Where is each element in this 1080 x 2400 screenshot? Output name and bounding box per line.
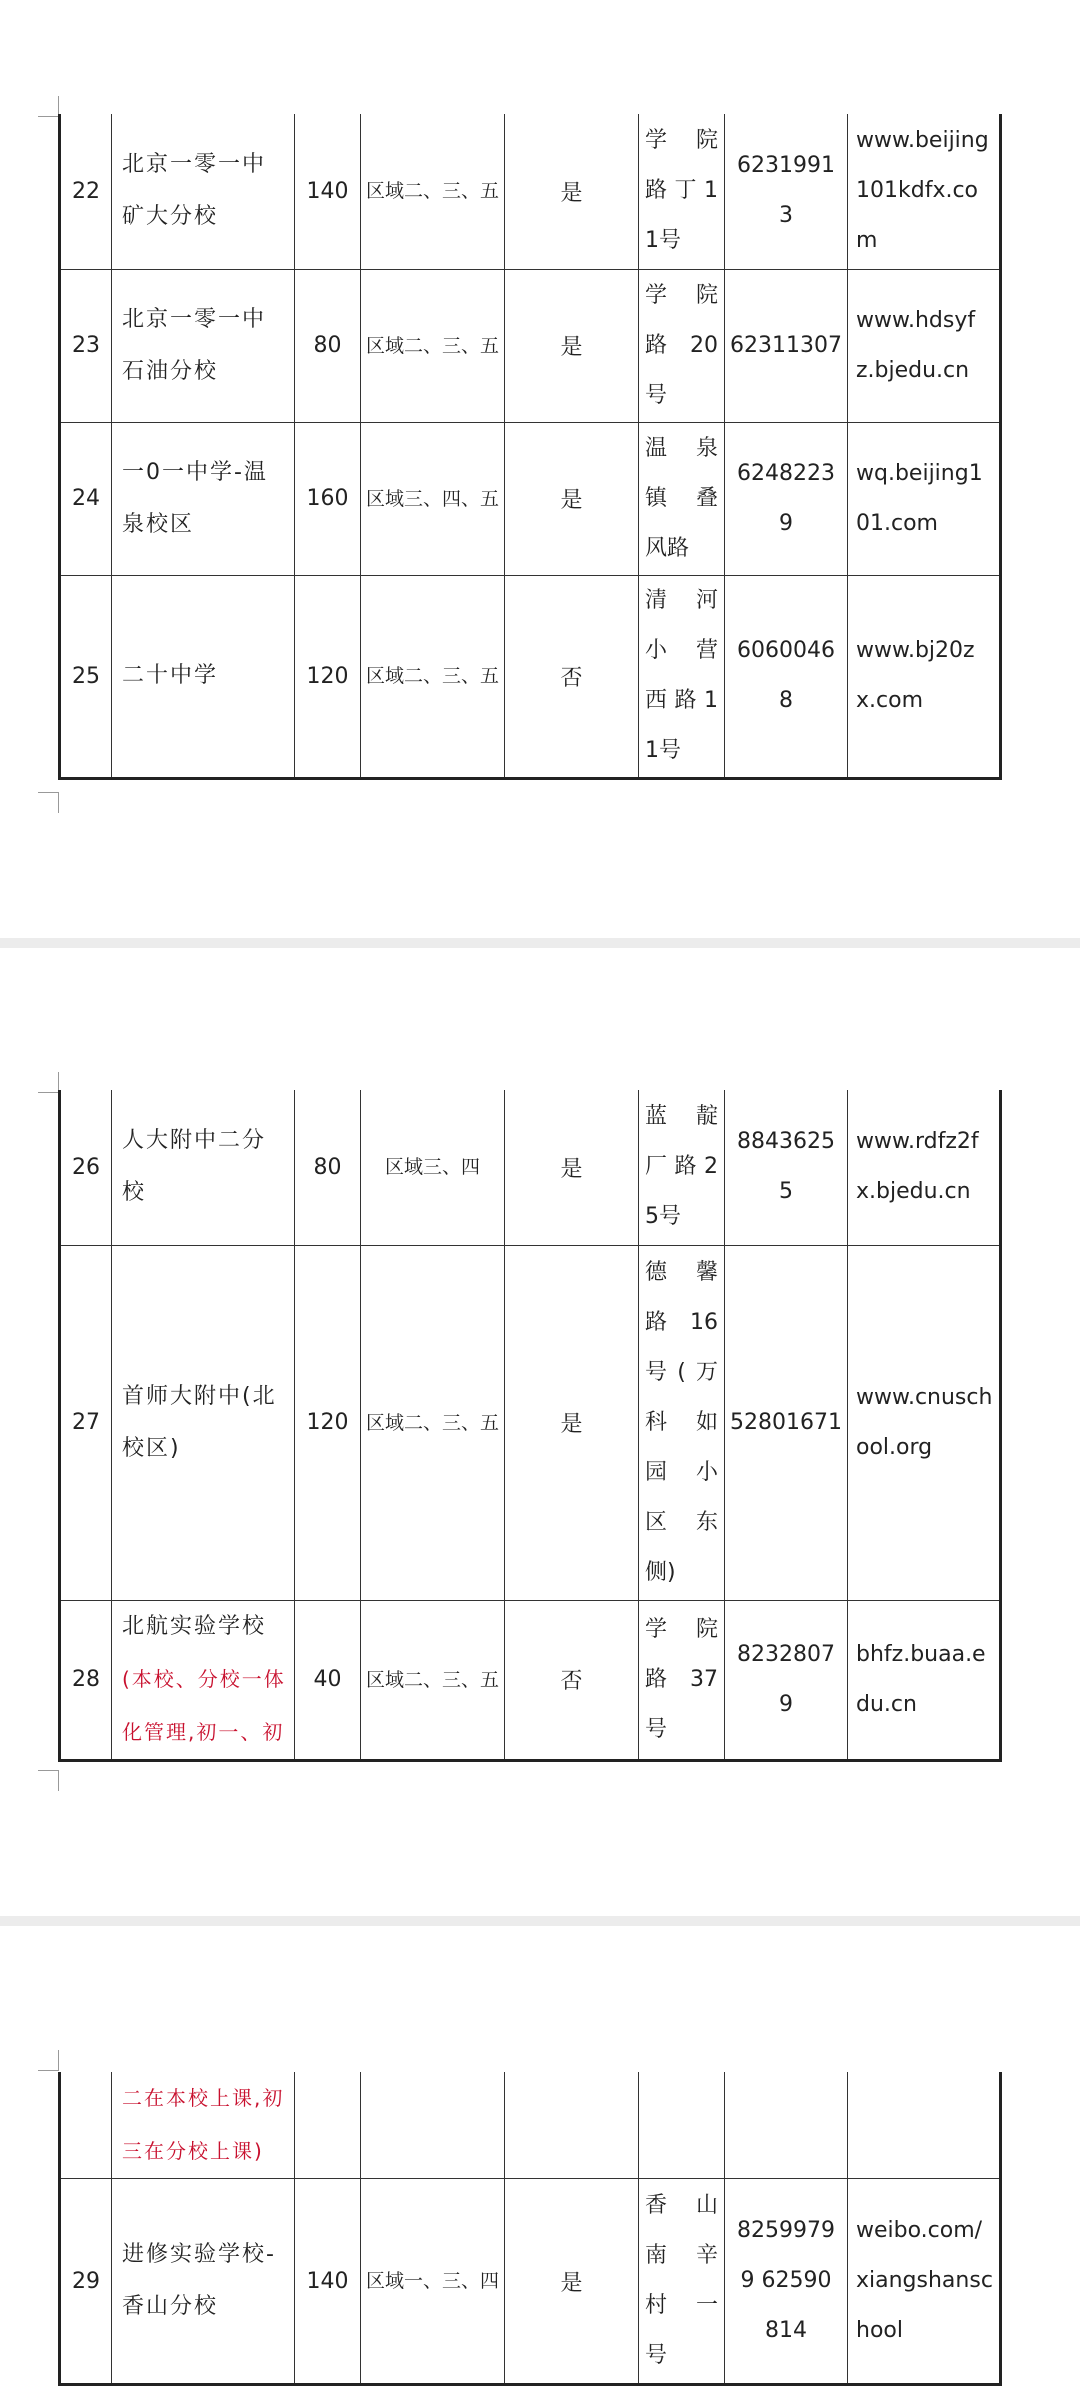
enrollment-area: 区域二、三、五 xyxy=(361,575,505,778)
table-row xyxy=(60,1245,1001,1600)
row-number: 24 xyxy=(60,422,112,575)
phone-number: 88436255 xyxy=(725,1090,848,1245)
table-row xyxy=(60,114,1001,269)
phone-number: 62311307 xyxy=(725,269,848,422)
document-page-2 xyxy=(0,948,1080,1916)
school-name: 北京一零一中矿大分校 xyxy=(112,114,295,269)
school-table-page-2 xyxy=(58,1090,1002,1762)
phone-number-2: 62590814 xyxy=(761,2268,832,2343)
school-address: 蓝 靛 厂路2 5号 xyxy=(639,1090,725,1245)
enrollment-quota: 80 xyxy=(295,1090,361,1245)
phone-number: 60600468 xyxy=(725,575,848,778)
boarding-flag: 是 xyxy=(505,422,639,575)
row-number: 29 xyxy=(60,2179,112,2385)
row-number: 23 xyxy=(60,269,112,422)
school-name-text: 北航实验学校 xyxy=(122,1613,267,1639)
school-address: 学 院 路 20 号 xyxy=(639,269,725,422)
school-address: 香 山 南 辛 村 一 号 xyxy=(639,2179,725,2385)
enrollment-quota: 40 xyxy=(295,1600,361,1760)
table-row xyxy=(60,2179,1001,2385)
school-table-page-1 xyxy=(58,114,1002,780)
enrollment-area: 区域二、三、五 xyxy=(361,269,505,422)
website-link[interactable]: wq.beijing101.com xyxy=(848,422,1001,575)
website-link[interactable]: www.beijing101kdfx.com xyxy=(848,114,1001,269)
school-name-note-continued: 二在本校上课,初三在分校上课) xyxy=(112,2072,295,2179)
enrollment-area: 区域二、三、五 xyxy=(361,1600,505,1760)
crop-mark xyxy=(38,96,59,117)
row-number: 27 xyxy=(60,1245,112,1600)
website-link[interactable]: www.rdfz2fx.bjedu.cn xyxy=(848,1090,1001,1245)
crop-mark xyxy=(38,1770,59,1791)
phone-number: 52801671 xyxy=(725,1245,848,1600)
phone-number xyxy=(725,2179,848,2385)
document-page-3 xyxy=(0,1926,1080,2400)
crop-mark xyxy=(38,1072,59,1093)
school-address: 学 院 路 37 号 xyxy=(639,1600,725,1760)
school-name: 人大附中二分校 xyxy=(112,1090,295,1245)
enrollment-quota: 120 xyxy=(295,575,361,778)
row-number: 25 xyxy=(60,575,112,778)
school-name: 进修实验学校-香山分校 xyxy=(112,2179,295,2385)
boarding-flag: 是 xyxy=(505,2179,639,2385)
phone-number: 62319913 xyxy=(725,114,848,269)
school-address: 清 河 小 营 西路1 1号 xyxy=(639,575,725,778)
enrollment-area: 区域二、三、五 xyxy=(361,114,505,269)
boarding-flag: 否 xyxy=(505,575,639,778)
website-link[interactable]: www.hdsyfz.bjedu.cn xyxy=(848,269,1001,422)
enrollment-area: 区域二、三、五 xyxy=(361,1245,505,1600)
school-name xyxy=(112,1600,295,1760)
crop-mark xyxy=(38,792,59,813)
website-link[interactable]: www.bj20zx.com xyxy=(848,575,1001,778)
school-name: 二十中学 xyxy=(112,575,295,778)
school-name: 北京一零一中石油分校 xyxy=(112,269,295,422)
boarding-flag: 是 xyxy=(505,1245,639,1600)
row-number: 22 xyxy=(60,114,112,269)
document-page-1 xyxy=(0,0,1080,938)
enrollment-area: 区域三、四、五 xyxy=(361,422,505,575)
phone-number: 82328079 xyxy=(725,1600,848,1760)
row-number: 26 xyxy=(60,1090,112,1245)
table-row xyxy=(60,575,1001,778)
school-address: 温 泉 镇 叠 风路 xyxy=(639,422,725,575)
table-row xyxy=(60,269,1001,422)
school-name-note: (本校、分校一体化管理,初一、初 xyxy=(122,1666,286,1744)
enrollment-quota: 140 xyxy=(295,2179,361,2385)
table-row xyxy=(60,2072,1001,2179)
boarding-flag: 是 xyxy=(505,114,639,269)
crop-mark xyxy=(38,2050,59,2071)
page-divider xyxy=(0,938,1080,948)
website-link[interactable]: bhfz.buaa.edu.cn xyxy=(848,1600,1001,1760)
phone-number-1: 82599799 xyxy=(737,2218,835,2293)
school-name: 首师大附中(北校区) xyxy=(112,1245,295,1600)
school-table-page-3 xyxy=(58,2072,1002,2386)
enrollment-area: 区域三、四 xyxy=(361,1090,505,1245)
table-row xyxy=(60,1090,1001,1245)
row-number: 28 xyxy=(60,1600,112,1760)
school-name: 一0一中学-温泉校区 xyxy=(112,422,295,575)
enrollment-area: 区域一、三、四 xyxy=(361,2179,505,2385)
boarding-flag: 是 xyxy=(505,269,639,422)
phone-number: 62482239 xyxy=(725,422,848,575)
boarding-flag: 是 xyxy=(505,1090,639,1245)
school-address: 学 院 路丁1 1号 xyxy=(639,114,725,269)
table-row xyxy=(60,422,1001,575)
enrollment-quota: 80 xyxy=(295,269,361,422)
school-address: 德 馨 路 16 号(万 科 如 园 小 区 东 侧) xyxy=(639,1245,725,1600)
website-link[interactable]: weibo.com/xiangshanschool xyxy=(848,2179,1001,2385)
enrollment-quota: 120 xyxy=(295,1245,361,1600)
enrollment-quota: 140 xyxy=(295,114,361,269)
table-row xyxy=(60,1600,1001,1760)
enrollment-quota: 160 xyxy=(295,422,361,575)
boarding-flag: 否 xyxy=(505,1600,639,1760)
website-link[interactable]: www.cnuschool.org xyxy=(848,1245,1001,1600)
page-divider xyxy=(0,1916,1080,1926)
